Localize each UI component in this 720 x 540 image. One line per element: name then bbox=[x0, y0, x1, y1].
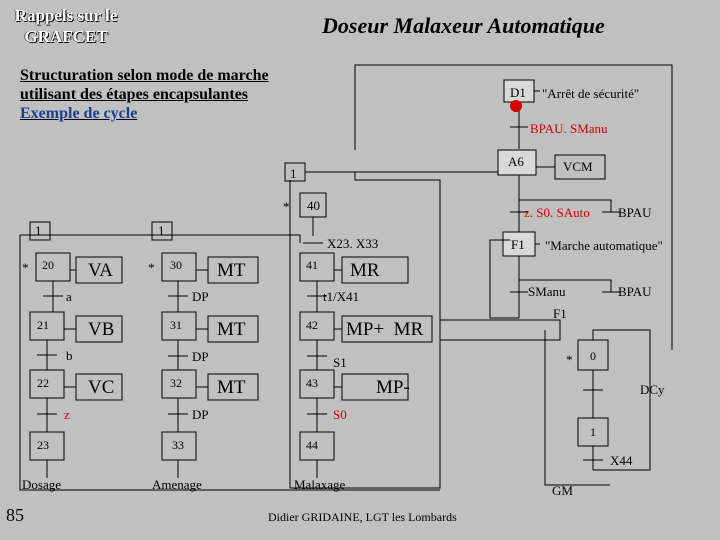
step-31-label: 31 bbox=[170, 318, 182, 332]
intro-text bbox=[20, 66, 269, 123]
left-header-title bbox=[6, 5, 126, 47]
dosage-star: * bbox=[22, 260, 29, 275]
step-40-label: 40 bbox=[307, 198, 320, 213]
transition-dp-3: DP bbox=[192, 407, 209, 422]
encaps-label-left: 1 bbox=[35, 223, 42, 238]
f1-transition-left: SManu bbox=[528, 284, 566, 299]
encaps-star: * bbox=[283, 199, 290, 214]
transition-b: b bbox=[66, 348, 73, 363]
transition-dp-1: DP bbox=[192, 289, 209, 304]
step-d1-label: D1 bbox=[510, 85, 526, 100]
intro-line3: Exemple de cycle bbox=[20, 105, 138, 122]
step-f1-label: F1 bbox=[511, 237, 525, 252]
malaxage-name: Malaxage bbox=[294, 477, 346, 492]
dosage-name: Dosage bbox=[22, 477, 61, 492]
step-42-label: 42 bbox=[306, 318, 318, 332]
left-title-line2: GRAFCET bbox=[24, 27, 108, 46]
a6-transition-right: BPAU bbox=[618, 205, 652, 220]
step-41-label: 41 bbox=[306, 258, 318, 272]
action-mt-30: MT bbox=[217, 260, 246, 281]
a6-action: VCM bbox=[563, 159, 593, 174]
left-title-line1: Rappels sur le bbox=[14, 6, 118, 25]
amenage-star: * bbox=[148, 260, 155, 275]
action-mr: MR bbox=[350, 260, 380, 281]
transition-t1-x41: t1/X41 bbox=[323, 289, 360, 304]
page-number: 85 bbox=[6, 505, 24, 525]
amenage-name: Amenage bbox=[152, 477, 202, 492]
transition-z: z bbox=[64, 407, 70, 422]
f1-action: "Marche automatique" bbox=[545, 238, 663, 253]
transition-dp-2: DP bbox=[192, 349, 209, 364]
action-va: VA bbox=[88, 260, 113, 281]
step-21-label: 21 bbox=[37, 318, 49, 332]
transition-s1: S1 bbox=[333, 355, 347, 370]
step-43-label: 43 bbox=[306, 376, 318, 390]
gm-transition-dcy: DCy bbox=[640, 382, 665, 397]
step-33-label: 33 bbox=[172, 438, 184, 452]
step-30-label: 30 bbox=[170, 258, 182, 272]
gm-transition-x44: X44 bbox=[610, 453, 633, 468]
gm-step-0: 0 bbox=[590, 349, 596, 363]
intro-line2: utilisant des étapes encapsulantes bbox=[20, 86, 249, 103]
step-22-label: 22 bbox=[37, 376, 49, 390]
action-mp-minus: MP- bbox=[376, 377, 410, 398]
gm-name: GM bbox=[552, 483, 573, 498]
step-23-label: 23 bbox=[37, 438, 49, 452]
transition-s0: S0 bbox=[333, 407, 347, 422]
main-title: Doseur Malaxeur Automatique bbox=[322, 13, 605, 38]
transition-a: a bbox=[66, 289, 72, 304]
step-44-label: 44 bbox=[306, 438, 318, 452]
encaps-label-mid: 1 bbox=[158, 223, 165, 238]
f1-transition-right: BPAU bbox=[618, 284, 652, 299]
encaps-label-main: 1 bbox=[290, 166, 297, 181]
transition-x23-x33: X23. X33 bbox=[327, 236, 379, 251]
action-vc: VC bbox=[88, 377, 115, 398]
action-vb: VB bbox=[88, 319, 115, 340]
security-indicator-dot bbox=[510, 100, 522, 112]
action-mt-31: MT bbox=[217, 319, 246, 340]
step-a6-label: A6 bbox=[508, 154, 524, 169]
action-mt-32: MT bbox=[217, 377, 246, 398]
step-32-label: 32 bbox=[170, 376, 182, 390]
gm-step-1: 1 bbox=[590, 425, 596, 439]
step-20-label: 20 bbox=[42, 258, 54, 272]
action-mp-plus-mr: MP+ MR bbox=[346, 319, 424, 340]
gm-star: * bbox=[566, 352, 573, 367]
intro-line1: Structuration selon mode de marche bbox=[20, 67, 269, 84]
author-credit: Didier GRIDAINE, LGT les Lombards bbox=[268, 510, 457, 524]
security-transition: BPAU. SManu bbox=[530, 121, 608, 136]
f1-macro-label: F1 bbox=[553, 306, 567, 321]
security-action: "Arrêt de sécurité" bbox=[542, 86, 640, 101]
a6-transition-left: z. S0. SAuto bbox=[524, 205, 590, 220]
